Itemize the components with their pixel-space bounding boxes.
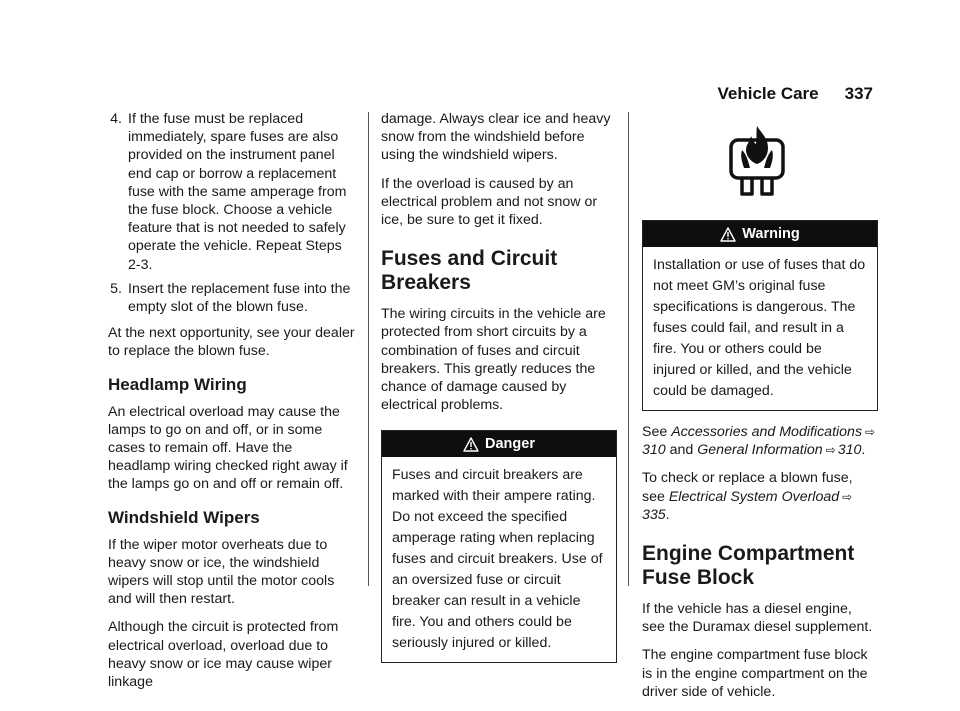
xref-page[interactable]: 335 (642, 506, 666, 523)
fuses-paragraph: The wiring circuits in the vehicle are protected from short circuits by a combination of fuses and circuit breakers. This greatly reduces the chance of damage caused by electrical problems. (381, 306, 606, 414)
xref-page[interactable]: 310 (642, 442, 666, 459)
dealer-paragraph: At the next opportunity, see your dealer to replace the blown fuse. (108, 325, 355, 360)
warning-box (642, 220, 878, 411)
page-reference-arrow-icon: ⇨ (865, 425, 876, 439)
step-item (108, 280, 356, 316)
warning-body (643, 247, 877, 410)
danger-body (382, 457, 616, 662)
column-divider-left (368, 112, 369, 586)
column-divider-right (628, 112, 629, 586)
xref-electrical-overload-link[interactable]: Electrical System Overload (668, 488, 840, 505)
step-item (108, 110, 356, 274)
check-fuse-paragraph: To check or replace a blown fuse, see Electrical System Overload ⇨335. (642, 470, 853, 523)
step-text: Insert the replacement fuse into the empty slot of the blown fuse. (128, 280, 351, 316)
fuse-symbol-area (642, 118, 878, 214)
column-3 (642, 110, 878, 711)
danger-title: Danger (485, 436, 535, 453)
page-number: 337 (844, 84, 873, 103)
warning-title: Warning (742, 225, 800, 242)
danger-header (382, 431, 616, 457)
step-text: If the fuse must be replaced immediately, spare fuses are also provided on the instrument panel end cap or borrow a replacement fuse with the same amperage from the fuse block. Choose a vehicle feature that is not needed to safely operate the vehicle. Repeat Steps 2-3. (128, 111, 347, 273)
wipers-paragraph-2: Although the circuit is protected from electrical overload, overload due to heavy snow or ice may cause wiper linkage (108, 619, 339, 691)
alert-icon (463, 437, 479, 452)
see-references-paragraph: See Accessories and Modifications ⇨310 and General Information ⇨ 310. (642, 424, 876, 459)
xref-general-info-link[interactable]: General Information (697, 442, 823, 459)
alert-icon (720, 227, 736, 242)
step-number: 4. (110, 111, 122, 127)
see-prefix: See (642, 424, 668, 440)
page-reference-arrow-icon: ⇨ (825, 443, 836, 458)
warning-text: Installation or use of fuses that do not meet GM’s original fuse specifications is dangerous. The fuses could fail, and result in a fire. You or others could be injured or killed, and the vehicle could be damaged. (653, 257, 866, 399)
column-2 (381, 110, 617, 675)
check-text: To check or replace a blown fuse, see (642, 470, 853, 505)
wipers-paragraph-1: If the wiper motor overheats due to heavy snow or ice, the windshield wipers will stop until the motor cools and will then restart. (108, 536, 335, 608)
engine-fuse-block-heading: Engine Compartment Fuse Block (642, 542, 855, 590)
xref-page[interactable]: 310 (837, 442, 862, 459)
and-word: and (669, 442, 694, 459)
diesel-paragraph: If the vehicle has a diesel engine, see the Duramax diesel supplement. (642, 601, 873, 636)
running-header (718, 84, 874, 104)
wipers-heading: Windshield Wipers (108, 507, 260, 527)
step-number: 5. (110, 280, 122, 297)
danger-text: Fuses and circuit breakers are marked with their ampere rating. Do not exceed the specified amperage rating when replacing fuses and circuit breakers. Use of an oversized fuse or circuit breaker can result in a vehicle fire. You and others could be seriously injured or killed. (392, 467, 603, 652)
fuse-fire-icon (728, 124, 786, 200)
page-reference-arrow-icon: ⇨ (842, 489, 853, 504)
danger-box (381, 430, 617, 663)
wipers-continued-paragraph: damage. Always clear ice and heavy snow from the windshield before using the windshield wipers. (381, 111, 611, 164)
overload-paragraph: If the overload is caused by an electrical problem and not snow or ice, be sure to get it fixed. (381, 175, 598, 229)
location-paragraph: The engine compartment fuse block is in the engine compartment on the driver side of vehicle. (642, 647, 868, 700)
warning-header (643, 221, 877, 247)
fuses-heading: Fuses and Circuit Breakers (381, 247, 558, 295)
column-1 (108, 110, 356, 701)
headlamp-paragraph: An electrical overload may cause the lamps to go on and off, or in some cases to remain off. Have the headlamp wiring checked right away if the lamps go on and off or remain off. (108, 403, 348, 493)
section-title: Vehicle Care (717, 84, 819, 103)
xref-accessories-link[interactable]: Accessories and Modifications (671, 424, 863, 440)
headlamp-heading: Headlamp Wiring (108, 374, 247, 394)
